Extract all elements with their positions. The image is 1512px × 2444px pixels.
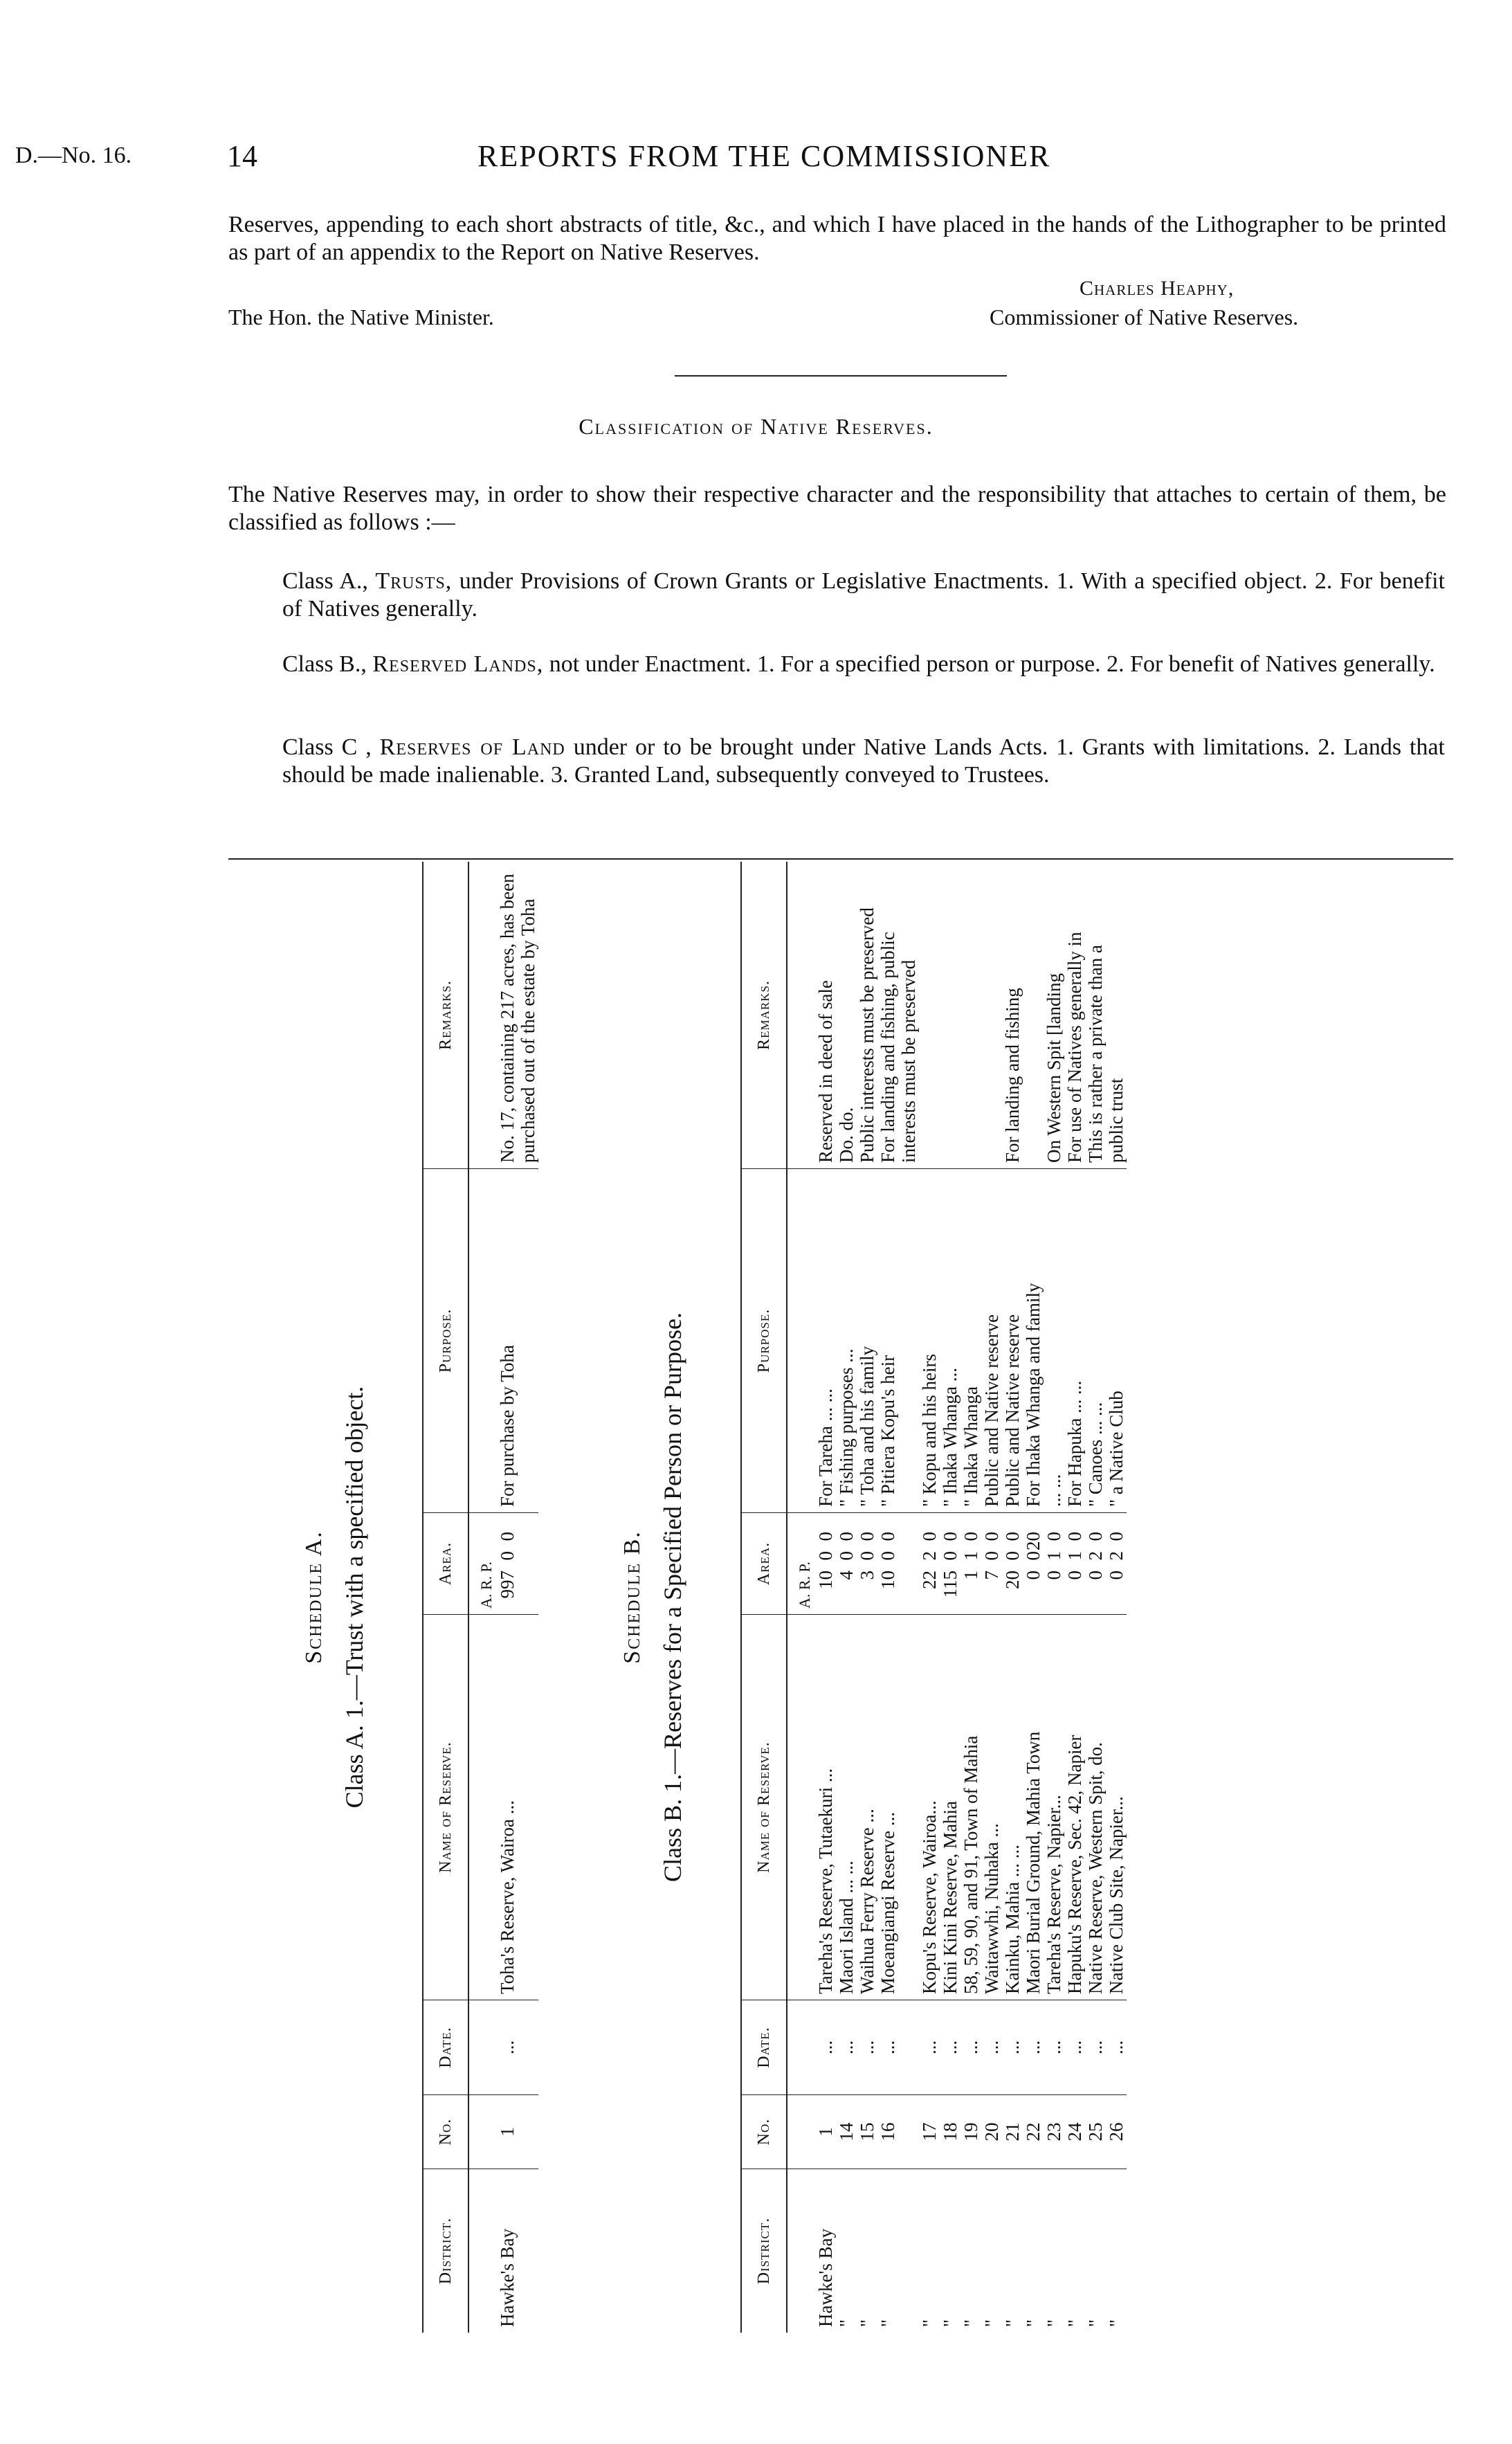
reserve-name-cell: Maori Burial Ground, Mahia Town	[1023, 1615, 1044, 2000]
reserve-name-cell: Moeangiangi Reserve ...	[877, 1615, 919, 2000]
header-remarks: Remarks.	[741, 862, 787, 1169]
header-purpose: Purpose.	[423, 1169, 468, 1513]
district-cell: "	[1044, 2319, 1064, 2327]
reserve-name-cell: Tareha's Reserve, Napier...	[1044, 1615, 1064, 2000]
area-roods: 0	[815, 1551, 836, 1561]
area-acres: 0	[1023, 1571, 1044, 1580]
area-roods: 2	[1106, 1551, 1127, 1561]
rotated-schedules	[228, 862, 1453, 2333]
area-cell	[877, 1513, 919, 1615]
table-row	[836, 862, 857, 2333]
date-cell: ...	[857, 2000, 877, 2095]
page-number: 14	[227, 139, 257, 173]
empty-cell	[468, 862, 497, 1169]
remarks-cell: For use of Natives generally in	[1064, 862, 1085, 1169]
area-roods: 2	[1085, 1551, 1106, 1561]
empty-cell	[787, 2095, 815, 2169]
district-cell: "	[877, 2319, 898, 2327]
class-c-label: Reserves of Land	[379, 734, 565, 760]
area-perches: 0	[1064, 1532, 1085, 1541]
area-acres: 4	[836, 1571, 857, 1580]
date-cell: ...	[497, 2000, 538, 2095]
reserve-name-cell: 58, 59, 90, and 91, Town of Mahia	[960, 1615, 981, 2000]
number-cell: 17	[919, 2095, 940, 2169]
class-c-text: under or to be brought under Native Lands Acts. 1. Grants with limitations. 2. Lands that should be made inalienable. 3. Granted Land, subsequently conveyed to Trustees.	[282, 734, 1445, 788]
purpose-cell: ... ...	[1044, 1169, 1064, 1513]
date-cell: ...	[960, 2000, 981, 2095]
remarks-cell: No. 17, containing 217 acres, has been purchased out of the estate by Toha	[497, 862, 538, 1169]
area-cell	[981, 1513, 1002, 1615]
schedule-a-subtitle: Class A. 1.—Trust with a specified object.	[340, 1386, 368, 1809]
signature-title: Commissioner of Native Reserves.	[990, 305, 1299, 329]
area-roods: 0	[1002, 1551, 1023, 1561]
area-acres: 1	[960, 1571, 981, 1580]
class-a-item	[282, 568, 1445, 623]
district-cell: "	[1106, 2319, 1127, 2327]
number-cell: 19	[960, 2095, 981, 2169]
area-cell	[1064, 1513, 1085, 1615]
district-cell: "	[1085, 2319, 1106, 2327]
schedule-b-title: Schedule B.	[619, 1530, 645, 1664]
table-row	[1023, 862, 1044, 2333]
purpose-cell: " Fishing purposes ...	[836, 1169, 857, 1513]
number-cell: 18	[940, 2095, 960, 2169]
district-cell: "	[1002, 2319, 1023, 2327]
area-cell	[1085, 1513, 1106, 1615]
area-cell	[1044, 1513, 1064, 1615]
date-cell: ...	[1064, 2000, 1085, 2095]
district-cell: "	[836, 2319, 857, 2327]
intro-paragraph: Reserves, appending to each short abstracts of title, &c., and which I have placed in the hands of the Lithographer to be printed as part of an appendix to the Report on Native Reserves.	[228, 212, 1446, 265]
number-cell: 22	[1023, 2095, 1044, 2169]
district-cell: "	[919, 2319, 940, 2327]
area-perches: 0	[877, 1532, 898, 1541]
empty-cell	[468, 2095, 497, 2169]
schedule-b-header-row	[741, 862, 787, 2333]
area-cell	[857, 1513, 877, 1615]
remarks-cell: Do. do.	[836, 862, 857, 1169]
class-b-text: not under Enactment. 1. For a specified person or purpose. 2. For benefit of Natives generally.	[549, 651, 1435, 677]
remarks-cell	[940, 862, 960, 1169]
purpose-cell: For Hapuka ... ...	[1064, 1169, 1085, 1513]
area-perches: 0	[1002, 1532, 1023, 1541]
area-cell	[815, 1513, 836, 1615]
classification-intro: The Native Reserves may, in order to show their respective character and the responsibility that attaches to certain of them, be classified as follows :—	[228, 482, 1446, 535]
purpose-cell: For Ihaka Whanga and family	[1023, 1169, 1044, 1513]
date-cell: ...	[1044, 2000, 1064, 2095]
empty-cell	[787, 2000, 815, 2095]
purpose-cell: Public and Native reserve	[981, 1169, 1002, 1513]
header-date: Date.	[423, 2000, 468, 2095]
area-roods: 0	[857, 1551, 877, 1561]
area-perches: 0	[815, 1532, 836, 1541]
area-cell	[836, 1513, 857, 1615]
area-units: A. R. P.	[468, 1513, 497, 1615]
number-cell: 16	[877, 2095, 919, 2169]
table-row	[1106, 862, 1127, 2333]
schedules-top-rule	[228, 858, 1453, 860]
class-a-text: under Provisions of Crown Grants or Legislative Enactments. 1. With a specified object. 2. For benefit of Natives generally.	[282, 568, 1446, 622]
reserve-name-cell: Native Club Site, Napier...	[1106, 1615, 1127, 2000]
table-row	[497, 862, 538, 2333]
number-cell: 23	[1044, 2095, 1064, 2169]
area-cell	[960, 1513, 981, 1615]
area-acres: 7	[981, 1571, 1002, 1580]
reserve-name-cell: Kini Kini Reserve, Mahia	[940, 1615, 960, 2000]
reserve-name-cell: Waihua Ferry Reserve ...	[857, 1615, 877, 2000]
date-cell: ...	[981, 2000, 1002, 2095]
reserve-name-cell: Kainku, Mahia ... ...	[1002, 1615, 1023, 2000]
purpose-cell: " Pitiera Kopu's heir	[877, 1169, 919, 1513]
remarks-cell: Public interests must be preserved	[857, 862, 877, 1169]
date-cell: ...	[815, 2000, 836, 2095]
purpose-cell: " Ihaka Whanga	[960, 1169, 981, 1513]
header-purpose: Purpose.	[741, 1169, 787, 1513]
area-perches: 0	[857, 1532, 877, 1541]
empty-cell	[787, 1169, 815, 1513]
date-cell: ...	[836, 2000, 857, 2095]
district-cell: "	[960, 2319, 981, 2327]
area-acres: 10	[815, 1571, 836, 1589]
area-roods: 0	[1023, 1551, 1044, 1561]
reserve-name-cell: Waitawwhi, Nuhaka ...	[981, 1615, 1002, 2000]
area-perches: 20	[1023, 1532, 1044, 1550]
empty-cell	[468, 2169, 497, 2333]
date-cell: ...	[1106, 2000, 1127, 2095]
purpose-cell: " Canoes ... ...	[1085, 1169, 1106, 1513]
area-acres: 115	[940, 1571, 960, 1598]
area-perches: 0	[1085, 1532, 1106, 1541]
class-a-prefix: Class A.,	[282, 568, 368, 594]
area-acres: 0	[1064, 1571, 1085, 1580]
header-area: Area.	[741, 1513, 787, 1615]
class-b-prefix: Class B.,	[282, 651, 367, 677]
class-b-item	[282, 651, 1445, 678]
date-cell: ...	[877, 2000, 919, 2095]
remarks-cell	[1023, 862, 1044, 1169]
area-acres: 0	[1106, 1571, 1127, 1580]
remarks-cell: On Western Spit [landing	[1044, 862, 1064, 1169]
table-row	[940, 862, 960, 2333]
schedule-a-table	[422, 862, 538, 2333]
area-cell	[497, 1513, 538, 1615]
remarks-cell: public trust	[1106, 862, 1127, 1169]
area-roods: 0	[836, 1551, 857, 1561]
purpose-cell: " Kopu and his heirs	[919, 1169, 940, 1513]
empty-cell	[468, 1615, 497, 2000]
header-area: Area.	[423, 1513, 468, 1615]
number-cell: 21	[1002, 2095, 1023, 2169]
number-cell: 14	[836, 2095, 857, 2169]
purpose-cell: " Ihaka Whanga ...	[940, 1169, 960, 1513]
area-acres: 22	[919, 1571, 940, 1589]
header-district: District.	[741, 2169, 787, 2333]
empty-cell	[468, 2000, 497, 2095]
class-b-label: Reserved Lands,	[372, 651, 544, 677]
area-acres: 20	[1002, 1571, 1023, 1589]
number-cell: 1	[497, 2095, 538, 2169]
empty-cell	[787, 862, 815, 1169]
area-roods: 0	[497, 1551, 518, 1561]
table-row	[1064, 862, 1085, 2333]
district-cell: "	[1064, 2319, 1085, 2327]
area-acres: 3	[857, 1571, 877, 1580]
schedules-region	[228, 862, 1453, 2333]
reserve-name-cell: Maori Island ... ...	[836, 1615, 857, 2000]
number-cell: 24	[1064, 2095, 1085, 2169]
area-perches: 0	[919, 1532, 940, 1541]
reserve-name-cell: Hapuku's Reserve, Sec. 42, Napier	[1064, 1615, 1085, 2000]
remarks-cell: For landing and fishing	[1002, 862, 1023, 1169]
district-cell: "	[981, 2319, 1002, 2327]
date-cell: ...	[1002, 2000, 1023, 2095]
empty-cell	[468, 1169, 497, 1513]
empty-cell	[787, 2169, 815, 2333]
reserve-name-cell: Toha's Reserve, Wairoa ...	[497, 1615, 538, 2000]
area-perches: 0	[497, 1532, 518, 1541]
area-perches: 0	[981, 1532, 1002, 1541]
table-row	[877, 862, 919, 2333]
header-date: Date.	[741, 2000, 787, 2095]
schedule-a-title: Schedule A.	[301, 1530, 327, 1664]
header-no: No.	[741, 2095, 787, 2169]
header-no: No.	[423, 2095, 468, 2169]
area-acres: 0	[1085, 1571, 1106, 1580]
number-cell: 20	[981, 2095, 1002, 2169]
table-row	[857, 862, 877, 2333]
table-row	[919, 862, 940, 2333]
area-units-row	[787, 862, 815, 2333]
reserve-name-cell: Kopu's Reserve, Wairoa...	[919, 1615, 940, 2000]
area-perches: 0	[1106, 1532, 1127, 1541]
number-cell: 25	[1085, 2095, 1106, 2169]
table-row	[1002, 862, 1023, 2333]
area-perches: 0	[1044, 1532, 1064, 1541]
area-perches: 0	[960, 1532, 981, 1541]
remarks-cell: Reserved in deed of sale	[815, 862, 836, 1169]
classification-heading: Classification of Native Reserves.	[579, 414, 933, 439]
number-cell: 15	[857, 2095, 877, 2169]
empty-cell	[787, 1615, 815, 2000]
date-cell: ...	[1085, 2000, 1106, 2095]
district-cell: "	[1023, 2319, 1044, 2327]
area-units: A. R. P.	[787, 1513, 815, 1615]
area-cell	[1106, 1513, 1127, 1615]
purpose-cell: " Toha and his family	[857, 1169, 877, 1513]
area-roods: 1	[1064, 1551, 1085, 1561]
addressee: The Hon. the Native Minister.	[228, 305, 494, 329]
schedule-b	[547, 862, 1446, 2333]
date-cell: ...	[1023, 2000, 1044, 2095]
schedule-a-header-row	[423, 862, 468, 2333]
area-perches: 0	[940, 1532, 960, 1541]
header-name: Name of Reserve.	[741, 1615, 787, 2000]
purpose-cell: For purchase by Toha	[497, 1169, 538, 1513]
area-roods: 1	[1044, 1551, 1064, 1561]
area-perches: 0	[836, 1532, 857, 1541]
document-reference: D.—No. 16.	[15, 143, 132, 168]
remarks-cell: This is rather a private than a	[1085, 862, 1106, 1169]
date-cell: ...	[919, 2000, 940, 2095]
page-header	[0, 138, 1512, 180]
reserve-name-cell: Tareha's Reserve, Tutaekuri ...	[815, 1615, 836, 2000]
area-roods: 1	[960, 1551, 981, 1561]
remarks-cell	[960, 862, 981, 1169]
district-cell: "	[940, 2319, 960, 2327]
schedule-b-table	[740, 862, 1127, 2333]
remarks-cell: For landing and fishing, public interests must be preserved	[877, 862, 919, 1169]
table-row	[1044, 862, 1064, 2333]
district-cell: Hawke's Bay	[497, 2228, 518, 2327]
class-c-item	[282, 734, 1445, 789]
header-name: Name of Reserve.	[423, 1615, 468, 2000]
district-cell: "	[857, 2319, 877, 2327]
section-divider	[675, 375, 1007, 377]
purpose-cell: " a Native Club	[1106, 1169, 1127, 1513]
schedule-b-subtitle: Class B. 1.—Reserves for a Specified Person or Purpose.	[659, 1312, 686, 1882]
remarks-cell	[981, 862, 1002, 1169]
area-cell	[940, 1513, 960, 1615]
date-cell: ...	[940, 2000, 960, 2095]
header-remarks: Remarks.	[423, 862, 468, 1169]
table-row	[815, 862, 836, 2333]
area-roods: 0	[940, 1551, 960, 1561]
header-district: District.	[423, 2169, 468, 2333]
remarks-cell	[919, 862, 940, 1169]
purpose-cell: For Tareha ... ...	[815, 1169, 836, 1513]
table-row	[960, 862, 981, 2333]
area-cell	[919, 1513, 940, 1615]
area-roods: 0	[877, 1551, 898, 1561]
area-cell	[1023, 1513, 1044, 1615]
table-row	[981, 862, 1002, 2333]
area-acres: 10	[877, 1571, 898, 1589]
purpose-cell: Public and Native reserve	[1002, 1169, 1023, 1513]
area-roods: 2	[919, 1551, 940, 1561]
area-cell	[1002, 1513, 1023, 1615]
number-cell: 26	[1106, 2095, 1127, 2169]
signature-name: Charles Heaphy,	[1080, 277, 1235, 300]
schedule-a	[228, 862, 538, 2333]
class-a-label: Trusts,	[375, 568, 453, 594]
district-cell: Hawke's Bay	[815, 2228, 836, 2327]
table-row	[1085, 862, 1106, 2333]
page-title: REPORTS FROM THE COMMISSIONER	[477, 139, 1051, 173]
reserve-name-cell: Native Reserve, Western Spit, do.	[1085, 1615, 1106, 2000]
area-units-row	[468, 862, 497, 2333]
area-acres: 997	[497, 1571, 518, 1599]
area-acres: 0	[1044, 1571, 1064, 1580]
class-c-prefix: Class C ,	[282, 734, 372, 760]
number-cell: 1	[815, 2095, 836, 2169]
area-roods: 0	[981, 1551, 1002, 1561]
